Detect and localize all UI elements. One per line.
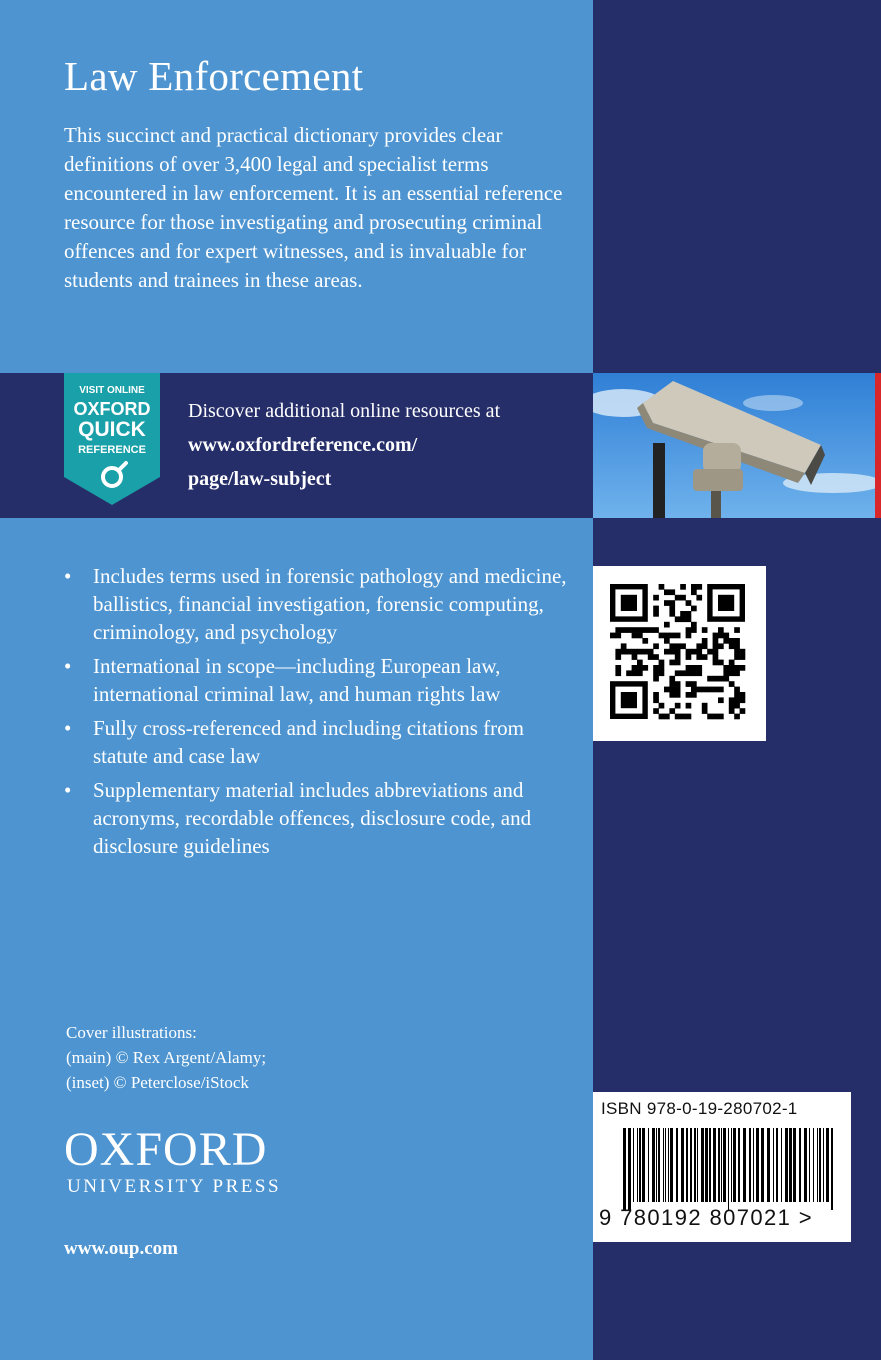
online-resources-url-1[interactable]: www.oxfordreference.com/ <box>188 434 418 456</box>
publisher-logo: OXFORD <box>64 1123 268 1176</box>
qr-code-image <box>593 566 766 741</box>
publisher-website[interactable]: www.oup.com <box>64 1238 179 1259</box>
credits-inset: (inset) © Peterclose/iStock <box>66 1073 249 1092</box>
oxford-quick-reference-badge[interactable] <box>64 373 160 505</box>
online-resources-intro: Discover additional online resources at <box>188 400 501 422</box>
online-resources-url-2[interactable]: page/law-subject <box>188 468 332 490</box>
cover-credits <box>66 1020 266 1095</box>
badge-line2: OXFORD <box>73 399 151 419</box>
list-item: • Includes terms used in forensic pathology and medicine, ballistics, financial investigation, forensic computing, criminology, and psychology <box>64 562 584 646</box>
online-resources-text <box>188 394 500 496</box>
accent-stripe <box>875 373 881 518</box>
book-title: Law Enforcement <box>64 53 364 99</box>
badge-line3: QUICK <box>78 418 146 441</box>
isbn-digits: 9 780192 807021 > <box>599 1205 814 1230</box>
cctv-camera-photo <box>593 373 875 518</box>
feature-list <box>64 562 584 866</box>
badge-line1: VISIT ONLINE <box>79 385 145 396</box>
book-description: This succinct and practical dictionary provides clear definitions of over 3,400 legal and specialist terms encountered in law enforcement. It is an essential reference resource for those investigating and prosecuting criminal offences and for expert witnesses, and is invaluable for students and trainees in these areas. <box>64 123 563 292</box>
list-item: • International in scope—including European law, international criminal law, and human rights law <box>64 652 584 708</box>
isbn-label: ISBN 978-0-19-280702-1 <box>601 1099 798 1118</box>
publisher-subname: UNIVERSITY PRESS <box>67 1176 282 1197</box>
list-item: • Fully cross-referenced and including citations from statute and case law <box>64 714 584 770</box>
credits-heading: Cover illustrations: <box>66 1023 197 1042</box>
list-item: • Supplementary material includes abbreviations and acronyms, recordable offences, disclosure code, and disclosure guidelines <box>64 776 584 860</box>
credits-main: (main) © Rex Argent/Alamy; <box>66 1048 267 1067</box>
badge-line4: REFERENCE <box>78 444 146 456</box>
qr-code[interactable] <box>593 566 766 741</box>
